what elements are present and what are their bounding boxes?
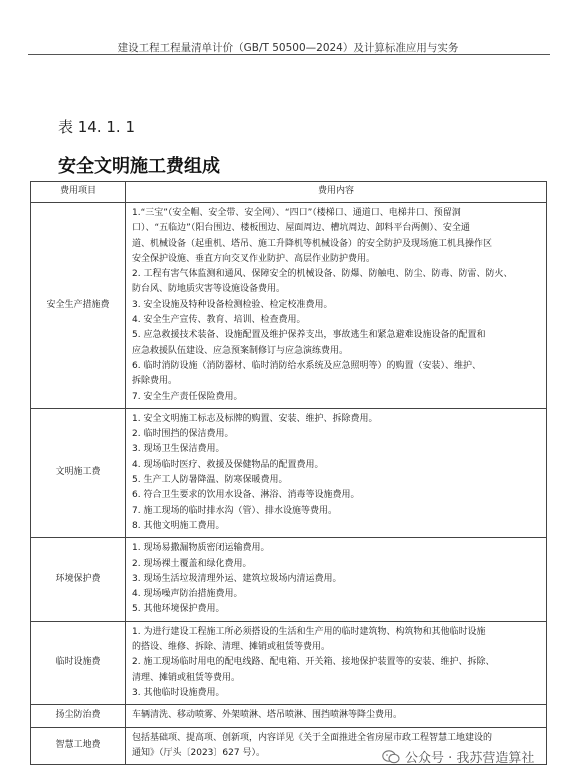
running-header: 建设工程工程量清单计价（GB/T 50500—2024）及计算标准应用与实务: [117, 42, 459, 54]
content-line: 3. 安全设施及特种设备检测检验、检定校准费用。: [132, 299, 333, 310]
cost-item-content: [126, 621, 547, 704]
content-line: 1. 安全文明施工标志及标牌的购置、安装、维护、拆除费用。: [132, 413, 378, 424]
content-line: 8. 其他文明施工费用。: [132, 520, 225, 531]
cost-item-name: 安全生产措施费: [31, 203, 126, 409]
content-line: 2. 施工现场临时用电的配电线路、配电箱、开关箱、接地保护装置等的安装、维护、拆除、: [132, 657, 495, 668]
content-line: 拆除费用。: [132, 376, 178, 387]
table-header-row: [31, 182, 547, 203]
cost-item-name: 文明施工费: [31, 408, 126, 537]
table-row: [31, 538, 547, 621]
column-header-item: 费用项目: [31, 182, 126, 203]
content-line: 7. 施工现场的临时排水沟（管）、排水设施等费用。: [132, 505, 337, 516]
content-line: 的搭设、维修、拆除、清理、摊销或租赁等费用。: [132, 642, 331, 653]
watermark-text: 公众号 · 我苏营造算社: [405, 751, 535, 766]
cost-item-name: 扬尘防治费: [31, 705, 126, 727]
content-line: 清理、摊销或租赁等费用。: [132, 672, 241, 683]
content-line: 通知》（厅头〔2023〕627 号）。: [132, 747, 265, 758]
table-title: 安全文明施工费组成: [58, 156, 220, 177]
table-row: [31, 408, 547, 537]
column-header-content: 费用内容: [126, 182, 547, 203]
content-line: 1.“三宝”（安全帽、安全带、安全网）、“四口”（楼梯口、通道口、电梯井口、预留洞: [132, 208, 461, 218]
cost-item-content: [126, 538, 547, 621]
content-line: 5. 其他环境保护费用。: [132, 604, 225, 615]
content-line: 防台风、防地质灾害等设施设备费用。: [132, 284, 286, 295]
cost-item-content: [126, 705, 547, 727]
table-number: 表 14. 1. 1: [58, 118, 136, 136]
content-line: 2. 临时围挡的保洁费用。: [132, 429, 234, 440]
content-line: 4. 安全生产宣传、教育、培训、检查费用。: [132, 315, 306, 326]
content-line: 安全保护设施、垂直方向交叉作业防护、高层作业防护费用。: [132, 253, 376, 264]
content-line: 3. 现场卫生保洁费用。: [132, 444, 225, 455]
content-line: 4. 现场噪声防治措施费用。: [132, 589, 243, 600]
content-line: 口）、“五临边”（阳台围边、楼板围边、屋面周边、槽坑周边、卸料平台两侧）、安全通: [132, 223, 470, 234]
content-line: 5. 应急救援技术装备、设施配置及维护保养支出，事故逃生和紧急避难设施设备的配置和: [132, 330, 486, 341]
wechat-icon: [382, 750, 400, 764]
watermark: [382, 747, 534, 766]
content-line: 2. 现场裸土覆盖和绿化费用。: [132, 558, 252, 569]
cost-item-name: 智慧工地费: [31, 727, 126, 765]
content-line: 1. 为进行建设工程施工所必须搭设的生活和生产用的临时建筑物、构筑物和其他临时设施: [132, 626, 486, 637]
cost-item-name: 环境保护费: [31, 538, 126, 621]
table-row: [31, 203, 547, 409]
content-line: 道、机械设备（起重机、塔吊、施工升降机等机械设备）的安全防护及现场施工机具操作区: [132, 238, 493, 249]
cost-item-content: [126, 203, 547, 409]
content-line: 3. 现场生活垃圾清理外运、建筑垃圾场内清运费用。: [132, 573, 342, 584]
content-line: 6. 临时消防设施（消防器材、临时消防给水系统及应急照明等）的购置（安装）、维护、: [132, 360, 481, 371]
content-line: 5. 生产工人防暑降温、防寒保暖费用。: [132, 475, 288, 486]
content-line: 7. 安全生产责任保险费用。: [132, 391, 243, 402]
content-line: 2. 工程有害气体监测和通风、保障安全的机械设备、防爆、防触电、防尘、防毒、防雷、防火、: [132, 269, 513, 280]
cost-item-name: 临时设施费: [31, 621, 126, 704]
content-line: 3. 其他临时设施费用。: [132, 687, 225, 698]
cost-table: [30, 181, 547, 765]
content-line: 包括基础项、提高项、创新项，内容详见《关于全面推进全省房屋市政工程智慧工地建设的: [132, 732, 493, 743]
content-line: 4. 现场临时医疗、救援及保健物品的配置费用。: [132, 459, 324, 470]
content-line: 6. 符合卫生要求的饮用水设备、淋浴、消毒等设施费用。: [132, 490, 360, 501]
cost-item-content: [126, 408, 547, 537]
content-line: 应急救援队伍建设、应急预案制修订与应急演练费用。: [132, 345, 349, 356]
header-rule: [28, 54, 550, 55]
table-row: [31, 621, 547, 704]
content-line: 1. 现场易撒漏物质密闭运输费用。: [132, 543, 270, 554]
table-row: [31, 705, 547, 727]
content-line: 车辆清洗、移动喷雾、外架喷淋、塔吊喷淋、围挡喷淋等降尘费用。: [132, 710, 403, 721]
